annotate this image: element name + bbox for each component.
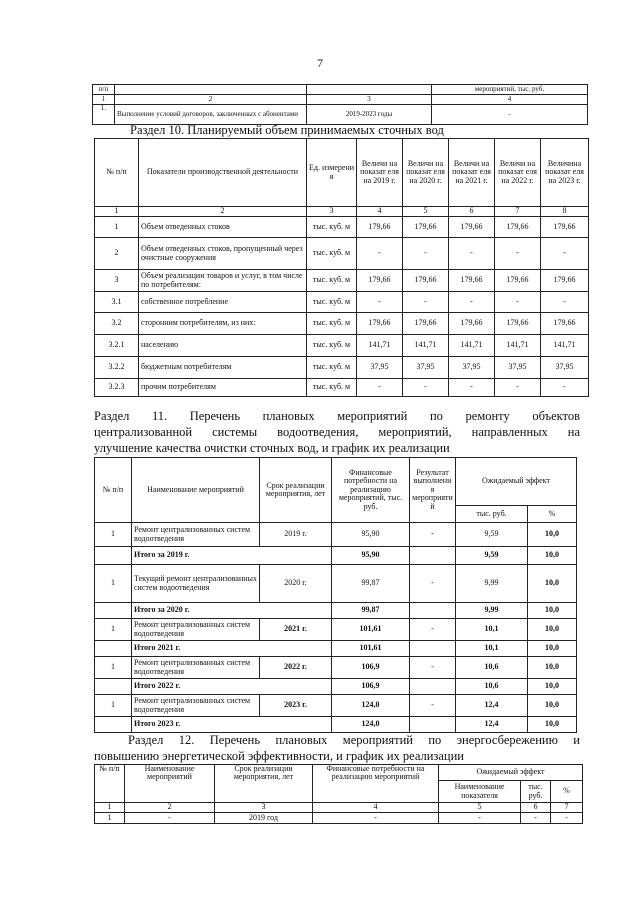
table-cell: 106,9 [332,679,410,695]
table-cell: 1 [95,565,132,603]
table-cell: 179,66 [403,313,449,335]
table-row [95,313,589,335]
table-cell: 95,90 [332,547,410,565]
table-cell: - [449,292,495,313]
table-cell: 10,0 [528,523,577,547]
table-cell: тыс. куб. м [307,270,357,292]
table-cell: Итого 2021 г. [132,641,332,657]
table-cell [410,717,456,733]
table-row [95,813,583,824]
table-cell: 10,6 [456,657,528,679]
table-cell: - [410,523,456,547]
table-cell: Итого за 2019 г. [132,547,332,565]
table-cell: - [410,565,456,603]
table-cell: 3.2 [95,313,139,335]
table-cell: 1 [95,619,132,641]
table-cell: 1 [95,217,139,238]
table-cell: 4 [432,95,588,105]
table-header-row [95,139,589,207]
table-cell: тыс. куб. м [307,292,357,313]
table-cell: - [521,813,551,824]
table-cell: Ремонт централизованных систем водоотведения [132,523,260,547]
table-cell: 2019 год [215,813,313,824]
table-cell: 179,66 [541,270,589,292]
table-cell: 95,90 [332,523,410,547]
column-header: Показатели производственной деятельности [139,139,307,207]
table-cell: 2019 г. [260,523,332,547]
table-cell: 6 [449,207,495,217]
table-cell: - [449,238,495,270]
column-header: Срок реализации мероприятия, лет [260,458,332,523]
column-header: Величи на показат еля на 2019 г. [357,139,403,207]
table-cell: 2 [95,238,139,270]
table-cell: 5 [403,207,449,217]
table-cell: - [410,657,456,679]
table-row [95,292,589,313]
section12-title-line1: Раздел 12. Перечень плановых мероприятий по энергосбережению и [128,733,580,747]
table-cell: 10,0 [528,717,577,733]
table-cell: 4 [357,207,403,217]
column-header: Наименование показателя [439,781,521,803]
table-cell: 1 [95,523,132,547]
section11-title-line2: централизованной системы водоотведения, мероприятий, направленных на [94,425,580,439]
table-cell: 3.2.1 [95,335,139,357]
table-cell: сторонним потребителям, из них: [139,313,307,335]
table-cell: 179,66 [357,217,403,238]
table-cell: 179,66 [449,217,495,238]
column-header: Результат выполнени я мероприяти й [410,458,456,523]
table-cell: 37,95 [495,357,541,379]
section12-title-line2: повышению энергетической эффективности, и график их реализации [94,749,464,763]
table-cell: тыс. куб. м [307,238,357,270]
table-cell: 5 [439,803,521,813]
table-cell [95,679,132,695]
total-row [95,641,577,657]
column-header: тыс. руб. [521,781,551,803]
table-cell: 9,59 [456,523,528,547]
table-row [95,695,577,717]
column-header: Наименование мероприятий [132,458,260,523]
table-row [95,357,589,379]
table-row [95,565,577,603]
table-cell: - [357,379,403,397]
table-cell: 179,66 [403,270,449,292]
column-header: Ожидаемый эффект [456,458,577,506]
table-cell: 1 [95,657,132,679]
table-row [95,335,589,357]
table-cell: - [313,813,439,824]
column-header: % [528,506,577,523]
index-row [95,803,583,813]
table-cell: 101,61 [332,641,410,657]
table-cell: 10,0 [528,657,577,679]
table-cell: 99,87 [332,565,410,603]
table-cell: прочим потребителям [139,379,307,397]
table-cell [410,547,456,565]
table-cell: 4 [313,803,439,813]
table-cell: Итого за 2020 г. [132,603,332,619]
table-cell: Выполнение условий договоров, заключенных с абонентами [115,105,307,125]
column-header: Ожидаемый эффект [439,765,583,781]
table-cell: 106,9 [332,657,410,679]
table-cell: - [541,379,589,397]
table-cell: 141,71 [541,335,589,357]
table-row [93,95,588,105]
table-cell: 124,0 [332,695,410,717]
section10-title: Раздел 10. Планируемый объем принимаемых сточных вод [130,123,444,137]
table-row [95,238,589,270]
table-cell: 179,66 [449,313,495,335]
table-cell: 141,71 [357,335,403,357]
column-header: Величина показат еля на 2023 г. [541,139,589,207]
table-cell: собственное потребление [139,292,307,313]
column-header: Наименование мероприятий [125,765,215,803]
section10-table [94,138,589,397]
table-cell: - [551,813,583,824]
table-cell: - [495,379,541,397]
table-row [95,523,577,547]
table-cell: 3 [307,207,357,217]
table-cell: 2019-2023 годы [307,105,432,125]
section12-table [94,764,583,824]
table-header-row [95,765,583,781]
table-cell: - [357,238,403,270]
page-number: 7 [317,56,323,70]
table-cell: 10,1 [456,641,528,657]
table-cell: тыс. куб. м [307,335,357,357]
column-header: % [551,781,583,803]
table-cell: - [541,238,589,270]
table-cell: п/п [93,85,115,95]
table-cell: 2 [125,803,215,813]
table-cell: 179,66 [495,217,541,238]
table-cell: 10,0 [528,603,577,619]
column-header: Величи на показат еля на 2022 г. [495,139,541,207]
table-cell: 10,0 [528,619,577,641]
table-cell: 3 [307,95,432,105]
table-cell: - [410,619,456,641]
table-cell: 2022 г. [260,657,332,679]
total-row [95,679,577,695]
table-cell: 179,66 [403,217,449,238]
table-cell: 179,66 [357,270,403,292]
table-cell: - [403,292,449,313]
table-cell: 8 [541,207,589,217]
table-cell: тыс. куб. м [307,379,357,397]
table-cell: мероприятий, тыс. руб. [432,85,588,95]
table-cell: - [541,292,589,313]
table-cell: 37,95 [449,357,495,379]
column-header: № п/п [95,458,132,523]
table-cell: 2 [139,207,307,217]
table-cell: Объем реализации товаров и услуг, в том числе по потребителям: [139,270,307,292]
table-cell: 10,0 [528,695,577,717]
table-cell: 10,6 [456,679,528,695]
table-row [95,619,577,641]
table-cell: 10,0 [528,547,577,565]
table-cell: - [449,379,495,397]
table-cell: - [403,379,449,397]
table-cell: тыс. куб. м [307,217,357,238]
table-cell: 1 [93,95,115,105]
table-cell: населению [139,335,307,357]
table-cell: 3.2.2 [95,357,139,379]
table-cell [95,603,132,619]
table-cell: Ремонт централизованных систем водоотведения [132,657,260,679]
table-cell: 3 [215,803,313,813]
table-cell: 179,66 [541,313,589,335]
table-cell: 9,99 [456,603,528,619]
table-cell: 179,66 [449,270,495,292]
table-cell: 99,87 [332,603,410,619]
table-cell: - [403,238,449,270]
table-cell: Итого 2023 г. [132,717,332,733]
column-header: тыс. руб. [456,506,528,523]
table-cell: 141,71 [449,335,495,357]
table-cell: 10,0 [528,679,577,695]
table-row [95,217,589,238]
table-cell: - [439,813,521,824]
table-cell: 179,66 [357,313,403,335]
table-cell: 1 [95,695,132,717]
table-row [95,657,577,679]
table-cell: 141,71 [403,335,449,357]
column-header: Величи на показат еля на 2020 г. [403,139,449,207]
section11-title-line3: улучшение качества очистки сточных вод, и график их реализации [94,441,450,455]
table-cell: - [125,813,215,824]
column-header: Финансовые потребности на реализацию мероприятий, тыс. руб. [332,458,410,523]
column-header: Финансовые потребности на реализацию мероприятий [313,765,439,803]
table-cell [410,679,456,695]
table-cell: 37,95 [541,357,589,379]
table-cell: Итого 2022 г. [132,679,332,695]
table-cell: 2020 г. [260,565,332,603]
table-cell: 9,59 [456,547,528,565]
table-cell: 9,99 [456,565,528,603]
table-cell: Ремонт централизованных систем водоотведения [132,695,260,717]
section11-title-line1: Раздел 11. Перечень плановых мероприятий по ремонту объектов [94,409,580,423]
table-cell: - [495,238,541,270]
table-row [95,270,589,292]
table-cell: - [410,695,456,717]
table-cell: 12,4 [456,717,528,733]
table-cell [95,641,132,657]
table-cell [410,603,456,619]
table-cell [95,717,132,733]
table-row [93,105,588,125]
total-row [95,547,577,565]
column-header: Величи на показат еля на 2021 г. [449,139,495,207]
table-cell: 3.1 [95,292,139,313]
table-cell: Объем отведенных стоков, пропущенный через очистные сооружения [139,238,307,270]
table-header-row [95,458,577,506]
table-cell [115,85,307,95]
table-cell [410,641,456,657]
table-cell: 10,0 [528,565,577,603]
total-row [95,603,577,619]
table-cell: Ремонт централизованных систем водоотведения [132,619,260,641]
table-cell: Объем отведенных стоков [139,217,307,238]
table-cell: 7 [495,207,541,217]
table-cell: 2021 г. [260,619,332,641]
table-cell: 2 [115,95,307,105]
table-cell: 3.2.3 [95,379,139,397]
table-cell: бюджетным потребителям [139,357,307,379]
table-cell: 37,95 [357,357,403,379]
table-cell: 1. [93,105,115,125]
table-cell [307,85,432,95]
top-continuation-table [92,84,588,125]
column-header: Ед. измерени я [307,139,357,207]
table-cell: тыс. куб. м [307,357,357,379]
table-cell: 1 [95,207,139,217]
column-header: № п/п [95,139,139,207]
column-header: № п/п [95,765,125,803]
table-cell: 3 [95,270,139,292]
table-cell: 37,95 [403,357,449,379]
table-cell: 179,66 [495,270,541,292]
table-cell: 101,61 [332,619,410,641]
table-cell: 6 [521,803,551,813]
total-row [95,717,577,733]
column-header: Срок реализации мероприятия, лет [215,765,313,803]
table-cell: 10,1 [456,619,528,641]
table-row [95,379,589,397]
table-cell: 179,66 [495,313,541,335]
table-cell: 179,66 [541,217,589,238]
table-cell: 12,4 [456,695,528,717]
table-cell: Текущий ремонт централизованных систем водоотведения [132,565,260,603]
section11-table [94,457,577,733]
table-cell: 141,71 [495,335,541,357]
table-cell: 10,0 [528,641,577,657]
table-cell: 7 [551,803,583,813]
table-cell: 1 [95,813,125,824]
table-cell: 1 [95,803,125,813]
table-cell: - [495,292,541,313]
table-cell: - [432,105,588,125]
table-row [93,85,588,95]
table-cell: 124,0 [332,717,410,733]
table-cell: тыс. куб. м [307,313,357,335]
table-cell: 2023 г. [260,695,332,717]
table-cell [95,547,132,565]
index-row [95,207,589,217]
table-cell: - [357,292,403,313]
